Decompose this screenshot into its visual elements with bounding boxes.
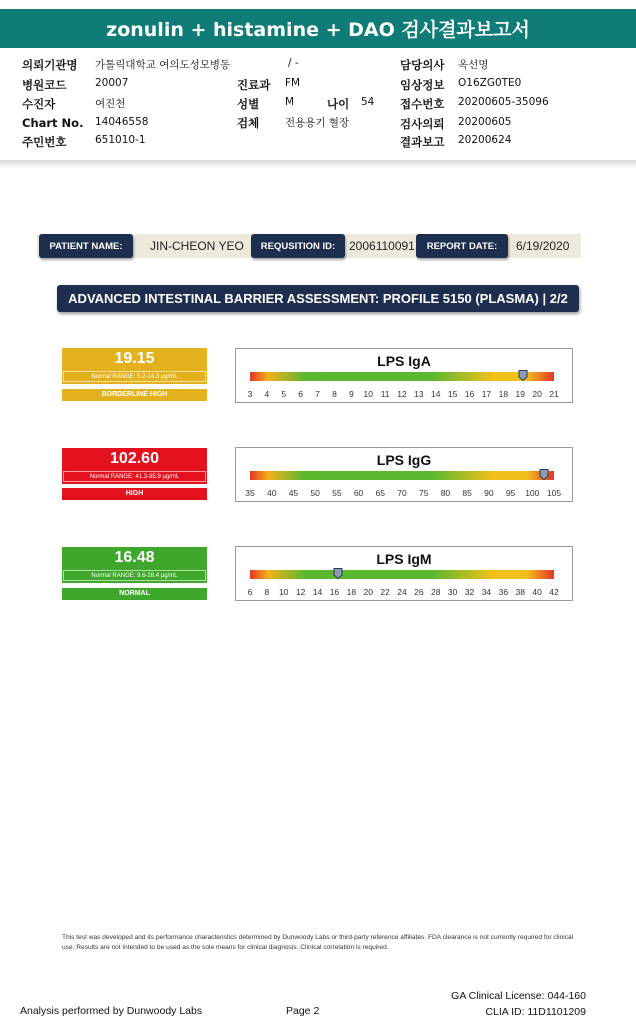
tick-label: 65 <box>375 488 386 498</box>
tick-label: 12 <box>295 587 306 597</box>
tick-label: 34 <box>481 587 492 597</box>
sex-label: 성별 <box>237 97 260 111</box>
age-label: 나이 <box>327 97 350 111</box>
tick-label: 26 <box>414 587 424 597</box>
patient-name-value: JIN-CHEON YEO <box>150 239 244 253</box>
tick-label: 19 <box>515 389 525 399</box>
gauge-title-iga: LPS IgA <box>377 353 431 369</box>
tick-label: 30 <box>447 587 458 597</box>
gauge-igm <box>235 546 573 601</box>
patient-label: 수진자 <box>22 97 56 111</box>
tick-label: 6 <box>298 389 304 399</box>
tick-label: 24 <box>397 587 407 597</box>
tick-label: 3 <box>247 389 253 399</box>
tick-label: 36 <box>498 587 509 597</box>
requisition-id-label: REQUSITION ID: <box>251 234 345 258</box>
institution-label: 의뢰기관명 <box>22 58 78 72</box>
tick-label: 5 <box>281 389 287 399</box>
chart-no-label: Chart No. <box>22 116 84 130</box>
clinical-value: O16ZG0TE0 <box>458 77 522 89</box>
marker-icon <box>334 568 343 579</box>
profile-title: ADVANCED INTESTINAL BARRIER ASSESSMENT: PROFILE 5150 (PLASMA) | 2/2 <box>57 285 579 312</box>
gauge-ticks-igg <box>236 488 572 500</box>
clinical-label: 임상정보 <box>400 78 445 92</box>
normal-range-igm: Normal RANGE: 9.6-28.4 μg/mL <box>63 570 206 581</box>
report-title: zonulin + histamine + DAO 검사결과보고서 <box>0 9 636 48</box>
tick-label: 17 <box>481 389 492 399</box>
clinical-license: GA Clinical License: 044-160 <box>451 990 586 1002</box>
tick-label: 70 <box>397 488 407 498</box>
doctor-label: 담당의사 <box>400 58 445 72</box>
sex-value: M <box>285 96 295 108</box>
tick-label: 10 <box>363 389 373 399</box>
result-value-igm: 16.48 <box>114 549 155 566</box>
header-divider <box>0 160 636 168</box>
result-label: 결과보고 <box>400 135 445 149</box>
tick-label: 7 <box>315 389 320 399</box>
marker-icon <box>539 469 548 480</box>
tick-label: 35 <box>245 488 255 498</box>
hospital-code-label: 병원코드 <box>22 78 67 92</box>
accession-label: 접수번호 <box>400 97 445 111</box>
department-value: FM <box>285 77 301 89</box>
report-date-value: 6/19/2020 <box>516 239 570 253</box>
tick-label: 8 <box>264 587 270 597</box>
tick-label: 20 <box>363 587 373 597</box>
status-badge-igm: NORMAL <box>62 588 207 600</box>
gauge-title-igm: LPS IgM <box>376 551 432 567</box>
specimen-label: 검체 <box>237 116 260 130</box>
tick-label: 8 <box>332 389 337 399</box>
tick-label: 14 <box>312 587 323 597</box>
tick-label: 9 <box>348 389 354 399</box>
disclaimer: This test was developed and its performance characteristics determined by Dunwoody Labs or third-party reference affiliates. FDA clearance is not currently required for clinical use. Results are not intended to be used as the sole means for clinical diagnosis. Clinical correlation is required. <box>62 934 574 951</box>
result-box-igg <box>62 448 207 484</box>
license-block <box>451 988 586 1020</box>
result-value: 20200624 <box>458 134 512 146</box>
tick-label: 105 <box>546 488 562 498</box>
tick-label: 100 <box>525 488 540 498</box>
gauge-ticks-iga <box>236 389 572 401</box>
result-box-igm <box>62 547 207 583</box>
request-value: 20200605 <box>458 116 512 128</box>
tick-label: 4 <box>264 389 270 399</box>
result-value-igg: 102.60 <box>110 450 159 467</box>
gauge-igg <box>235 447 573 502</box>
request-label: 검사의뢰 <box>400 117 445 131</box>
tick-label: 42 <box>549 587 559 597</box>
patient-name-label: PATIENT NAME: <box>39 234 133 258</box>
tick-label: 12 <box>397 389 407 399</box>
gauge-bar-iga <box>250 372 554 381</box>
result-box-iga <box>62 348 207 384</box>
tick-label: 16 <box>329 587 340 597</box>
tick-label: 85 <box>462 488 472 498</box>
tick-label: 11 <box>380 389 390 399</box>
institution-value: 가톨릭대학교 여의도성모병동 <box>95 59 231 71</box>
tick-label: 21 <box>549 389 559 399</box>
tick-label: 38 <box>515 587 525 597</box>
tick-label: 18 <box>346 587 357 597</box>
age-value: 54 <box>361 96 375 108</box>
tick-label: 75 <box>418 488 429 498</box>
department-label: 진료과 <box>237 78 271 92</box>
tick-label: 22 <box>380 587 390 597</box>
resident-no-label: 주민번호 <box>22 135 67 149</box>
tick-label: 18 <box>498 389 509 399</box>
tick-label: 80 <box>440 488 451 498</box>
gauge-bar-igg <box>250 471 554 480</box>
gauge-iga <box>235 348 573 403</box>
tick-label: 55 <box>332 488 342 498</box>
tick-label: 13 <box>414 389 424 399</box>
normal-range-iga: Normal RANGE: 5.2-14.3 μg/mL <box>63 371 206 382</box>
normal-range-igg: Normal RANGE: 41.3-85.9 μg/mL <box>63 471 206 482</box>
tick-label: 50 <box>310 488 320 498</box>
tick-label: 45 <box>288 488 299 498</box>
gauge-ticks-igm <box>236 587 572 599</box>
ward-value: / - <box>288 57 299 69</box>
tick-label: 28 <box>431 587 441 597</box>
tick-label: 16 <box>464 389 475 399</box>
tick-label: 60 <box>353 488 364 498</box>
tick-label: 20 <box>532 389 542 399</box>
tick-label: 90 <box>484 488 494 498</box>
tick-label: 14 <box>431 389 441 399</box>
gauge-bar-igm <box>250 570 554 579</box>
status-badge-iga: BORDERLINE HIGH <box>62 389 207 401</box>
tick-label: 10 <box>279 587 289 597</box>
gauge-title-igg: LPS IgG <box>376 452 432 468</box>
tick-label: 15 <box>447 389 458 399</box>
requisition-id-value: 2006110091 <box>349 239 415 253</box>
tick-label: 32 <box>464 587 475 597</box>
marker-icon <box>518 370 527 381</box>
doctor-value: 옥선명 <box>458 59 489 71</box>
patient-value: 여진천 <box>95 98 126 110</box>
chart-no-value: 14046558 <box>95 116 149 128</box>
accession-value: 20200605-35096 <box>458 96 549 108</box>
result-value-iga: 19.15 <box>114 350 155 367</box>
page-number: Page 2 <box>286 1005 320 1017</box>
clia-id: CLIA ID: 11D1101209 <box>485 1006 586 1018</box>
tick-label: 40 <box>266 488 277 498</box>
performed-by: Analysis performed by Dunwoody Labs <box>20 1005 203 1017</box>
specimen-value: 전용용기 혈장 <box>285 117 350 129</box>
tick-label: 40 <box>532 587 542 597</box>
resident-no-value: 651010-1 <box>95 134 146 146</box>
hospital-code-value: 20007 <box>95 77 129 89</box>
tick-label: 95 <box>505 488 516 498</box>
status-badge-igg: HIGH <box>62 488 207 500</box>
report-date-label: REPORT DATE: <box>416 234 508 258</box>
tick-label: 6 <box>247 587 253 597</box>
